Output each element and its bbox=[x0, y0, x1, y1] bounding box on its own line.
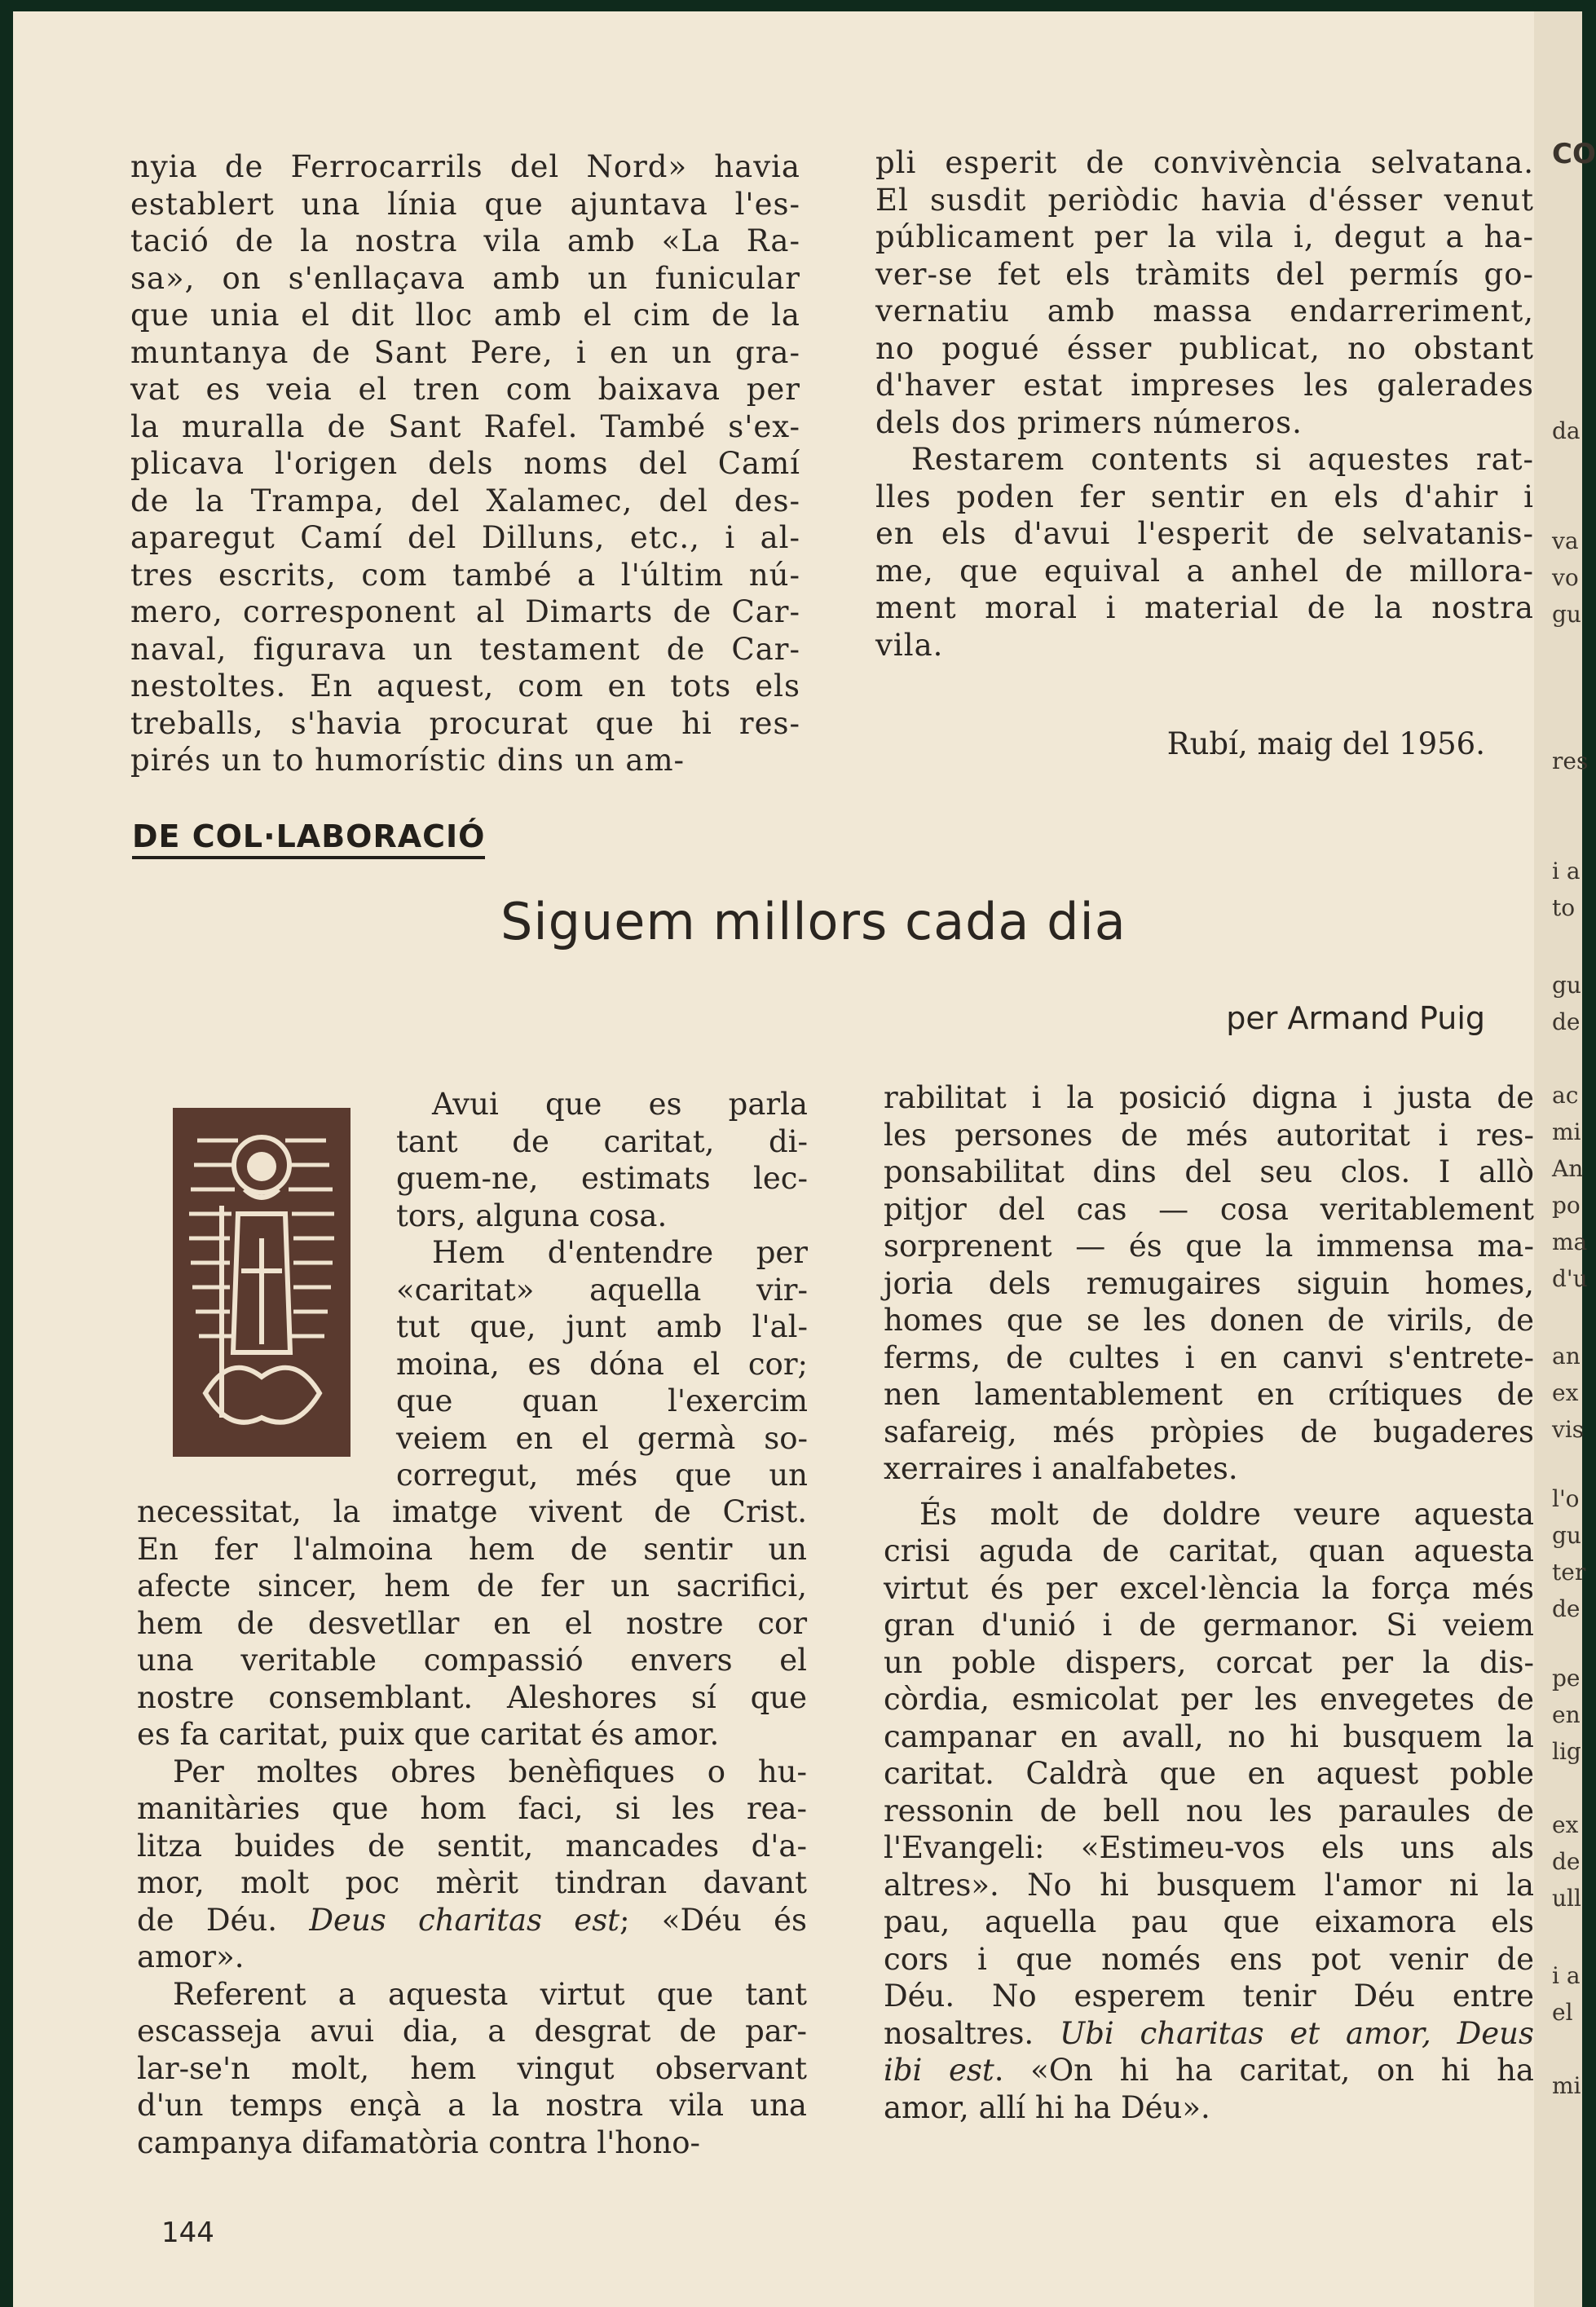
next-page-text-fragment: gu bbox=[1552, 601, 1581, 628]
text-line: de Déu. Deus charitas est; «Déu és bbox=[137, 1902, 808, 1938]
text-line: ponsabilitat dins del seu clos. I allò bbox=[884, 1154, 1534, 1189]
magazine-page bbox=[13, 11, 1545, 2307]
next-page-text-fragment: mi bbox=[1552, 2072, 1581, 2099]
text-line: lles poden fer sentir en els d'ahir i bbox=[875, 479, 1534, 514]
next-page-text-fragment: ex bbox=[1552, 1811, 1579, 1838]
text-line: gran d'unió i de germanor. Si veiem bbox=[884, 1608, 1534, 1643]
text-line: amor, allí hi ha Déu». bbox=[884, 2089, 1210, 2125]
text-line: vat es veia el tren com baixava per bbox=[130, 372, 800, 407]
next-page-text-fragment: d'u bbox=[1552, 1265, 1588, 1292]
text-line: safareig, més pròpies de bugaderes bbox=[884, 1414, 1534, 1449]
next-page-edge bbox=[1534, 11, 1596, 2307]
text-line: mero, corresponent al Dimarts de Car- bbox=[130, 594, 800, 629]
text-line: dels dos primers números. bbox=[875, 404, 1303, 440]
text-line: homes que se les donen de virils, de bbox=[884, 1303, 1534, 1338]
article-byline: per Armand Puig bbox=[1226, 1000, 1485, 1036]
text-line: públicament per la vila i, degut a ha- bbox=[875, 219, 1534, 254]
text-line: tant de caritat, di- bbox=[396, 1123, 808, 1159]
text-line: manitàries que hom faci, si les rea- bbox=[137, 1791, 807, 1826]
next-page-text-fragment: de bbox=[1552, 1008, 1581, 1035]
next-page-text-fragment: l'o bbox=[1552, 1485, 1580, 1512]
text-line: vila. bbox=[875, 627, 944, 663]
text-line: hem de desvetllar en el nostre cor bbox=[137, 1605, 807, 1641]
text-line: sorprenent — és que la immensa ma- bbox=[884, 1228, 1534, 1264]
text-line: És molt de doldre veure aquesta bbox=[919, 1496, 1534, 1532]
text-line: crisi aguda de caritat, quan aquesta bbox=[884, 1533, 1534, 1568]
text-line: lar-se'n molt, hem vingut observant bbox=[137, 2050, 807, 2086]
next-page-text-fragment: ac bbox=[1552, 1082, 1579, 1109]
text-line: nosaltres. Ubi charitas et amor, Deus bbox=[884, 2015, 1534, 2051]
next-page-text-fragment: ex bbox=[1552, 1379, 1579, 1406]
previous-article-left-column bbox=[130, 148, 800, 779]
text-line: les persones de més autoritat i res- bbox=[884, 1117, 1534, 1153]
next-page-text-fragment: mi bbox=[1552, 1118, 1581, 1145]
text-line: ver-se fet els tràmits del permís go- bbox=[875, 256, 1534, 292]
next-page-text-fragment: An bbox=[1552, 1155, 1584, 1182]
text-line: necessitat, la imatge vivent de Crist. bbox=[137, 1494, 807, 1529]
text-line: Per moltes obres benèfiques o hu- bbox=[173, 1753, 807, 1789]
text-line: la muralla de Sant Rafel. També s'ex- bbox=[130, 408, 800, 444]
text-line: mor, molt poc mèrit tindran davant bbox=[137, 1865, 807, 1900]
next-page-text-fragment: da bbox=[1552, 417, 1581, 444]
text-line: ressonin de bell nou les paraules de bbox=[884, 1793, 1534, 1828]
text-line: me, que equival a anhel de millora- bbox=[875, 553, 1534, 589]
text-line: d'un temps ençà a la nostra vila una bbox=[137, 2088, 807, 2123]
text-line: rabilitat i la posició digna i justa de bbox=[884, 1080, 1534, 1115]
text-line: l'Evangeli: «Estimeu-vos els uns als bbox=[884, 1830, 1534, 1865]
next-page-text-fragment: CO bbox=[1552, 138, 1596, 170]
text-line: campanar en avall, no hi busquem la bbox=[884, 1718, 1534, 1754]
article-title: Siguem millors cada dia bbox=[500, 892, 1126, 951]
text-line: vernatiu amb massa endarreriment, bbox=[875, 293, 1534, 329]
next-page-text-fragment: de bbox=[1552, 1595, 1581, 1622]
next-page-text-fragment: ma bbox=[1552, 1228, 1588, 1255]
next-page-text-fragment: el bbox=[1552, 1999, 1573, 2026]
text-line: cors i que només ens pot venir de bbox=[884, 1941, 1534, 1977]
text-line: pirés un to humorístic dins un am- bbox=[130, 743, 686, 778]
text-line: En fer l'almoina hem de sentir un bbox=[137, 1531, 807, 1567]
text-line: sa», on s'enllaçava amb un funicular bbox=[130, 260, 800, 296]
text-line: litza buides de sentit, mancades d'a- bbox=[137, 1828, 807, 1864]
next-page-text-fragment: an bbox=[1552, 1343, 1581, 1370]
text-line: moina, es dóna el cor; bbox=[396, 1346, 808, 1382]
next-page-text-fragment: i a bbox=[1552, 1962, 1581, 1989]
text-line: nen lamentablement en crítiques de bbox=[884, 1377, 1534, 1412]
text-line: d'haver estat impreses les galerades bbox=[875, 368, 1534, 403]
text-line: Restarem contents si aquestes rat- bbox=[911, 442, 1534, 477]
text-line: establert una línia que ajuntava l'es- bbox=[130, 186, 800, 222]
text-line: ibi est. «On hi ha caritat, on hi ha bbox=[884, 2053, 1534, 2088]
text-line: aparegut Camí del Dilluns, etc., i al- bbox=[130, 520, 800, 555]
text-line: pau, aquella pau que eixamora els bbox=[884, 1904, 1534, 1939]
next-page-text-fragment: va bbox=[1552, 527, 1579, 554]
text-line: en els d'avui l'esperit de selvatanis- bbox=[875, 516, 1534, 551]
text-line: corregut, més que un bbox=[396, 1458, 808, 1493]
text-line: tors, alguna cosa. bbox=[396, 1198, 668, 1233]
text-line: joria dels remugaires siguin homes, bbox=[884, 1265, 1534, 1301]
text-line: còrdia, esmicolat per les envegetes de bbox=[884, 1682, 1534, 1717]
text-line: treballs, s'havia procurat que hi res- bbox=[130, 705, 800, 741]
page-number: 144 bbox=[161, 2217, 214, 2249]
text-line: que quan l'exercim bbox=[396, 1383, 808, 1418]
text-line: virtut és per excel·lència la força més bbox=[884, 1570, 1534, 1606]
next-page-text-fragment: ull bbox=[1552, 1885, 1581, 1912]
text-line: Déu. No esperem tenir Déu entre bbox=[884, 1978, 1534, 2014]
text-line: muntanya de Sant Pere, i en un gra- bbox=[130, 334, 800, 370]
next-page-text-fragment: vis bbox=[1552, 1416, 1585, 1443]
text-line: campanya difamatòria contra l'hono- bbox=[137, 2124, 700, 2160]
text-line: es fa caritat, puix que caritat és amor. bbox=[137, 1717, 720, 1752]
text-line: amor». bbox=[137, 1939, 245, 1974]
text-line: una veritable compassió envers el bbox=[137, 1643, 807, 1678]
text-line: xerraires i analfabetes. bbox=[884, 1451, 1238, 1486]
next-page-text-fragment: en bbox=[1552, 1701, 1581, 1728]
text-line: Avui que es parla bbox=[432, 1087, 808, 1122]
text-line: El susdit periòdic havia d'ésser venut bbox=[875, 182, 1534, 218]
text-line: pli esperit de convivència selvatana. bbox=[875, 145, 1534, 180]
text-line: nestoltes. En aquest, com en tots els bbox=[130, 668, 800, 704]
next-page-text-fragment: ter bbox=[1552, 1559, 1586, 1586]
text-line: nyia de Ferrocarrils del Nord» havia bbox=[130, 149, 800, 184]
text-line: escasseja avui dia, a desgrat de par- bbox=[137, 2014, 807, 2049]
text-line: Referent a aquesta virtut que tant bbox=[173, 1976, 807, 2012]
text-line: que unia el dit lloc amb el cim de la bbox=[130, 298, 800, 333]
next-page-text-fragment: de bbox=[1552, 1848, 1581, 1875]
text-line: de la Trampa, del Xalamec, del des- bbox=[130, 483, 800, 518]
section-label: DE COL·LABORACIÓ bbox=[132, 818, 485, 859]
text-line: afecte sincer, hem de fer un sacrifici, bbox=[137, 1568, 807, 1603]
next-page-text-fragment: to bbox=[1552, 894, 1576, 921]
text-line: un poble dispers, corcat per la dis- bbox=[884, 1644, 1534, 1680]
next-page-text-fragment: pe bbox=[1552, 1665, 1581, 1692]
text-line: guem-ne, estimats lec- bbox=[396, 1161, 808, 1196]
text-line: naval, figurava un testament de Car- bbox=[130, 631, 800, 667]
next-page-text-fragment: i a bbox=[1552, 858, 1581, 884]
text-line: no pogué ésser publicat, no obstant bbox=[875, 330, 1534, 366]
text-line: caritat. Caldrà que en aquest poble bbox=[884, 1756, 1534, 1791]
next-page-text-fragment: gu bbox=[1552, 1522, 1581, 1549]
article-wrap-column bbox=[396, 1086, 808, 1494]
text-line: nostre consemblant. Aleshores sí que bbox=[137, 1679, 807, 1715]
text-line: altres». No hi busquem l'amor ni la bbox=[884, 1867, 1534, 1903]
article-right-column bbox=[884, 1079, 1534, 2126]
next-page-text-fragment: vo bbox=[1552, 564, 1579, 591]
next-page-text-fragment: po bbox=[1552, 1192, 1581, 1219]
text-line: tres escrits, com també a l'últim nú- bbox=[130, 557, 800, 593]
text-line: «caritat» aquella vir- bbox=[396, 1272, 808, 1308]
next-page-text-fragment: res bbox=[1552, 748, 1589, 774]
text-line: ferms, de cultes i en canvi s'entrete- bbox=[884, 1339, 1534, 1375]
text-line: veiem en el germà so- bbox=[396, 1420, 808, 1456]
article-left-column bbox=[137, 1493, 807, 2161]
text-line: tut que, junt amb l'al- bbox=[396, 1309, 808, 1344]
previous-article-right-column bbox=[875, 144, 1534, 664]
text-line: Hem d'entendre per bbox=[432, 1235, 808, 1270]
text-line: ment moral i material de la nostra bbox=[875, 590, 1534, 625]
next-page-text-fragment: gu bbox=[1552, 972, 1581, 999]
text-line: pitjor del cas — cosa veritablement bbox=[884, 1191, 1534, 1227]
text-line: tació de la nostra vila amb «La Ra- bbox=[130, 223, 800, 258]
next-page-text-fragment: lig bbox=[1552, 1738, 1581, 1765]
saint-woodcut-illustration bbox=[173, 1108, 351, 1457]
text-line: plicava l'origen dels noms del Camí bbox=[130, 446, 800, 481]
dateline: Rubí, maig del 1956. bbox=[1166, 726, 1485, 761]
